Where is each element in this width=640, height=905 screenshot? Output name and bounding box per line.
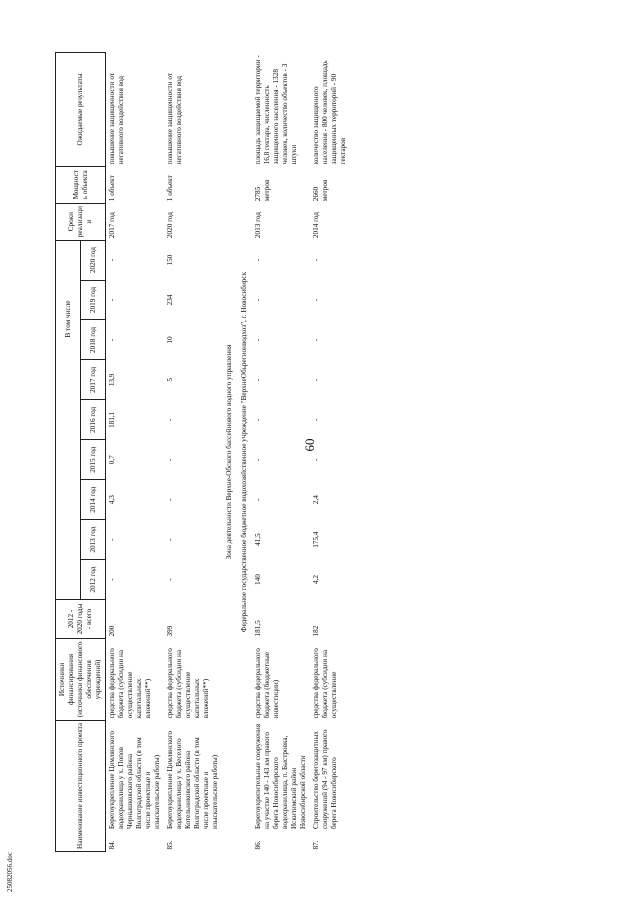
- expected-result: количество защищенного населения - 800 человек, площадь защищенных территорий - 90 гектаров: [312, 60, 347, 165]
- project-name: Строительство берегозащитных сооружений (94 - 97 км) правого берега Новосибирского: [312, 729, 338, 830]
- row-number: 84.: [108, 840, 116, 850]
- term: 2013 год: [254, 212, 262, 239]
- header-year: 2013 год: [81, 520, 106, 560]
- investment-table: [55, 52, 350, 852]
- year-value: -: [254, 458, 262, 461]
- year-value: -: [166, 458, 174, 461]
- year-value: -: [108, 298, 116, 302]
- year-value: -: [108, 338, 116, 342]
- year-value: 13,9: [108, 373, 116, 387]
- total-amount: 181,5: [254, 620, 262, 637]
- year-value: -: [108, 258, 116, 262]
- year-value: -: [108, 538, 116, 541]
- year-value: 0,7: [108, 455, 116, 465]
- year-value: 175,4: [312, 531, 320, 548]
- year-value: 2,4: [312, 495, 320, 505]
- term: 2014 год: [312, 212, 320, 239]
- header-year: 2019 год: [81, 280, 106, 320]
- expected-result: повышение защищенности от негативного воздействия вод: [108, 73, 125, 165]
- year-value: -: [312, 298, 320, 302]
- year-value: -: [166, 498, 174, 501]
- table-row: [252, 53, 310, 852]
- year-value: 10: [166, 336, 174, 344]
- total-amount: 200: [108, 625, 116, 637]
- header-year: 2015 год: [81, 440, 106, 480]
- capacity: 2660 метров: [312, 179, 329, 202]
- year-value: 41,5: [254, 533, 262, 546]
- year-value: 140: [254, 574, 262, 585]
- funding-source: средства федерального бюджета (субсидии на осуществление: [312, 648, 338, 719]
- capacity: 1 объект: [166, 175, 174, 202]
- year-value: -: [312, 458, 320, 461]
- header-year: 2016 год: [81, 400, 106, 440]
- rotated-table-page: [55, 52, 585, 852]
- header-year: 2017 год: [81, 360, 106, 400]
- header-capacity: Мощность объекта: [56, 166, 106, 203]
- doc-id: 25082056.doc: [6, 852, 14, 892]
- capacity: 1 объект: [108, 175, 116, 202]
- year-value: -: [254, 298, 262, 302]
- header-year: 2012 год: [81, 560, 106, 600]
- total-amount: 399: [166, 625, 174, 637]
- year-value: -: [312, 418, 320, 422]
- year-value: -: [254, 498, 262, 501]
- funding-source: средства федерального бюджета (субсидии на осуществление капитальных вложений**): [166, 648, 210, 719]
- header-year: 2020 год: [81, 240, 106, 280]
- year-value: -: [166, 418, 174, 422]
- funding-source: средства федерального бюджета (бюджетные инвестиции): [254, 648, 280, 719]
- header-incl: В том числе: [56, 240, 81, 599]
- header-results: Ожидаемые результаты: [56, 53, 106, 167]
- expected-result: площадь защищаемой территории - 16,8 гектара, численность защищенного населения - 1328 человек, количество объектов - 3 штуки: [254, 55, 298, 165]
- row-number: 85.: [166, 840, 174, 850]
- row-number: 87.: [312, 840, 320, 850]
- table-row: [106, 53, 165, 852]
- total-amount: 182: [312, 625, 320, 637]
- year-value: -: [312, 258, 320, 262]
- year-value: -: [166, 578, 174, 581]
- term: 2020 год: [166, 212, 174, 239]
- project-name: Берегоукрепление Цимлянского водохранилища у х. Веселого Котельниковского района Волгоградской области (в том числе проектные и изыскательские работы): [166, 731, 219, 830]
- year-value: -: [108, 578, 116, 581]
- year-value: 5: [166, 378, 174, 382]
- header-source: Источники финансирования (источники финансового обеспечения учреждений): [56, 638, 106, 720]
- funding-source: средства федерального бюджета (субсидии на осуществление капитальных вложений**): [108, 648, 152, 719]
- zone-subtitle: Федеральное государственное бюджетное водохозяйственное учреждение "ВерхнеОбьрегионводхоз", г. Новосибирск: [240, 271, 248, 633]
- term: 2017 год: [108, 212, 116, 239]
- zone-title: Зона деятельности Верхне-Обского бассейнового водного управления: [225, 344, 233, 560]
- year-value: -: [166, 538, 174, 541]
- row-number: 86.: [254, 840, 262, 850]
- header-year: 2018 год: [81, 320, 106, 360]
- year-value: -: [312, 378, 320, 382]
- header-year: 2014 год: [81, 480, 106, 520]
- capacity: 2785 метров: [254, 179, 271, 202]
- table-row: [310, 53, 350, 852]
- year-value: -: [254, 378, 262, 382]
- year-value: 234: [166, 294, 174, 306]
- year-value: -: [254, 338, 262, 342]
- year-value: -: [254, 418, 262, 422]
- year-value: -: [312, 338, 320, 342]
- page-number: 60: [302, 438, 317, 452]
- year-value: 150: [166, 254, 174, 266]
- project-name: Берегоукрепительные сооружения на участке 140 - 143 км правого берега Новосибирского водохранилища, п. Быстровка, Искитимский район Новосибирской области: [254, 723, 307, 830]
- header-term: Сроки реализации: [56, 203, 106, 240]
- header-total: 2012 - 2020 годы - всего: [56, 600, 106, 639]
- year-value: 4,3: [108, 495, 116, 505]
- year-value: -: [254, 258, 262, 262]
- header-name: Наименование инвестиционного проекта: [56, 720, 106, 851]
- year-value: 4,2: [312, 575, 320, 585]
- table-row: [164, 53, 222, 852]
- year-value: 181,1: [108, 411, 116, 428]
- expected-result: повышение защищенности от негативного воздействия вод: [166, 73, 183, 165]
- project-name: Берегоукрепление Цимлянского водохранилища у х. Попов Чернышковского района Волгоградской области (в том числе проектные и изыскательские работы): [108, 731, 161, 830]
